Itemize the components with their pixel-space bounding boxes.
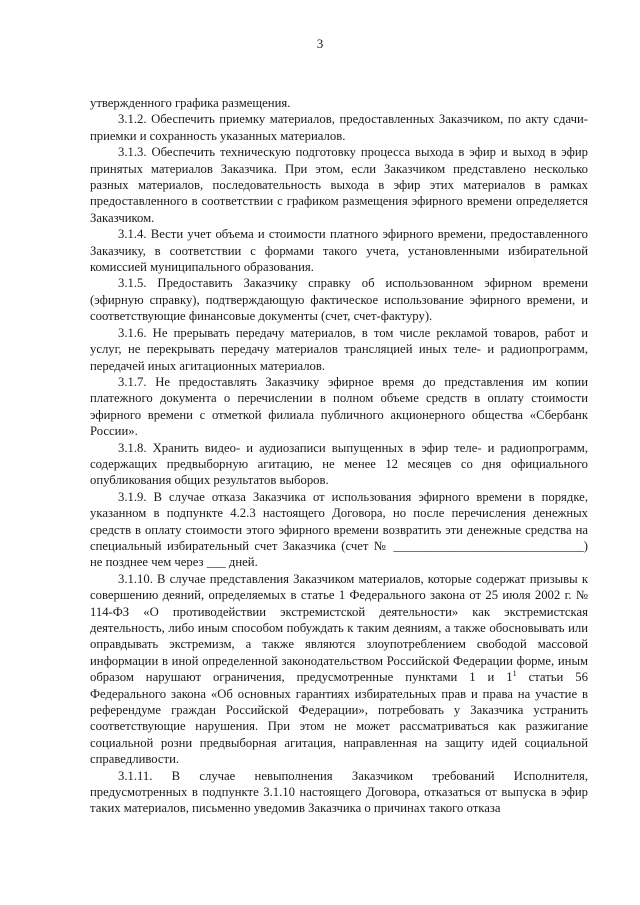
page-number: 3 [316,36,324,51]
clause-3-1-2: 3.1.2. Обеспечить приемку материалов, предоставленных Заказчиком, по акту сдачи-приемки и сохранность указанных материалов. [90,112,588,143]
clause-3-1-9: 3.1.9. В случае отказа Заказчика от использования эфирного времени в порядке, указанном в подпункте 4.2.3 настоящего Договора, но после перечисления денежных средств в оплату стоимости этого эфирного времени возвратить эти денежные средства на специальный избирательный счет Заказчика (счет № ______________________________) не позднее чем через ___ дней. [90,489,588,570]
superscript-marker: 1 [512,668,517,678]
clause-3-1-8: 3.1.8. Хранить видео- и аудиозаписи выпущенных в эфир теле- и радиопрограмм, содержащих предвыборную агитацию, не менее 12 месяцев со дня официального опубликования общих результатов выборов. [90,440,588,488]
clause-3-1-11: 3.1.11. В случае невыполнения Заказчиком требований Исполнителя, предусмотренных в подпункте 3.1.10 настоящего Договора, отказаться от выпуска в эфир таких материалов, письменно уведомив Заказчика о причинах такого отказа [90,768,588,816]
clause-3-1-6: 3.1.6. Не прерывать передачу материалов, в том числе рекламой товаров, работ и услуг, не перекрывать передачу материалов трансляцией иных теле- и радиопрограмм, передачей иных агитационных материалов. [90,325,588,373]
paragraph-continuation: утвержденного графика размещения. [90,96,291,110]
clause-3-1-7: 3.1.7. Не предоставлять Заказчику эфирное время до представления им копии платежного документа о перечислении в полном объеме средств в оплату стоимости эфирного времени с отметкой филиала публичного акционерного общества «Сбербанк России». [90,374,588,439]
clause-3-1-5: 3.1.5. Предоставить Заказчику справку об использованном эфирном времени (эфирную справку), подтверждающую фактическое использование эфирного времени, и соответствующие финансовые документы (счет, счет-фактуру). [90,276,588,324]
clause-3-1-10-text-start: 3.1.10. В случае представления Заказчиком материалов, которые содержат призывы к совершению деяний, определяемых в статье 1 Федерального закона от 25 июля 2002 г. № 114-ФЗ «О противодействии экстремистской деятельности» как экстремистская деятельность, либо иным способом побуждать к таким деяниям, а также обосновывать или оправдывать экстремизм, а также являются злоупотреблением свободой массовой информации в иной определенной законодательством Российской Федерации форме, иным образом нарушают ограничения, предусмотренные пунктами 1 и 1 [90,571,588,685]
clause-3-1-10-text-end: статьи 56 Федерального закона «Об основных гарантиях избирательных прав и права на участие в референдуме граждан Российской Федерации», потребовать у Заказчика устранить соответствующие нарушения. При этом не может рассматриваться как разжигание социальной розни предвыборная агитация, направленная на защиту идей социальной справедливости. [90,670,588,767]
clause-3-1-3: 3.1.3. Обеспечить техническую подготовку процесса выхода в эфир и выход в эфир принятых материалов Заказчика. При этом, если Заказчиком представлено несколько разных материалов, последовательность выхода в эфир этих материалов в рамках предоставленного в соответствии с графиком размещения эфирного времени определяется Заказчиком. [90,145,588,225]
clause-3-1-10 [90,571,588,768]
document-body [90,95,588,817]
clause-3-1-4: 3.1.4. Вести учет объема и стоимости платного эфирного времени, предоставленного Заказчику, в соответствии с формами такого учета, установленными избирательной комиссией муниципального образования. [90,227,588,275]
